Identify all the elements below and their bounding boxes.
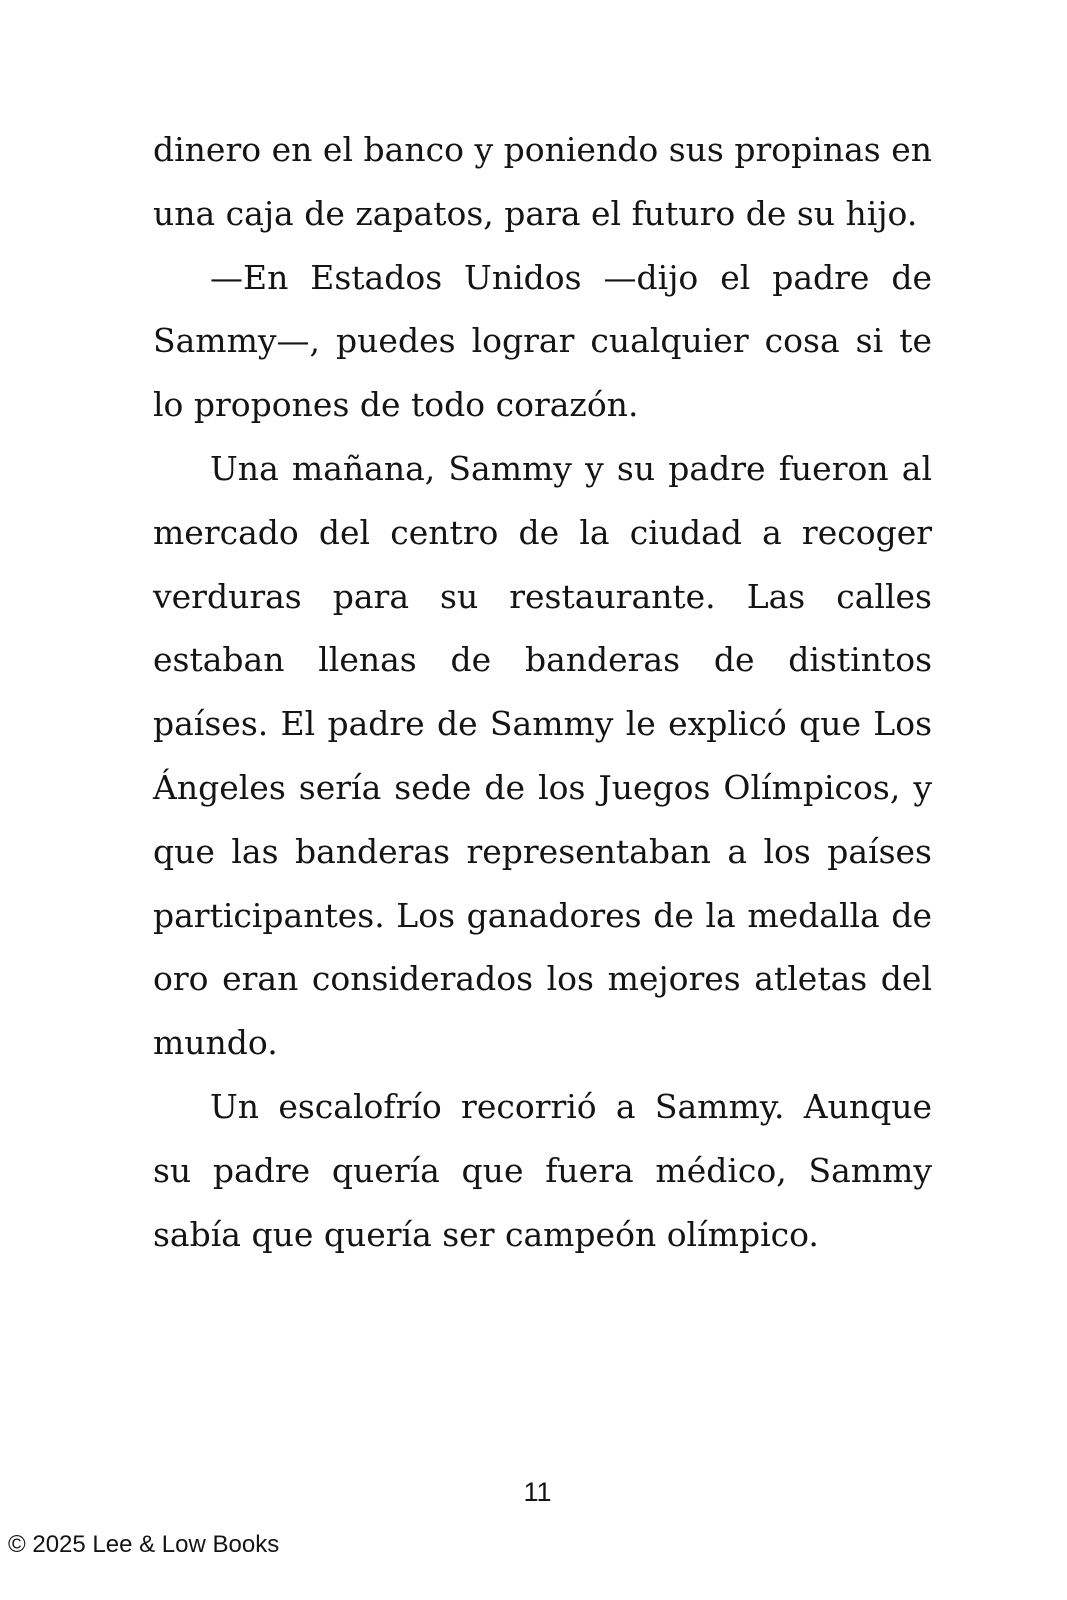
body-text <box>153 118 932 1266</box>
copyright-notice: © 2025 Lee & Low Books <box>8 1531 280 1558</box>
paragraph-continuation: dinero en el banco y poniendo sus propinas en una caja de zapatos, para el futuro de su hijo. <box>153 130 932 233</box>
paragraph-olympic-dream: Un escalofrío recorrió a Sammy. Aunque su padre quería que fuera médico, Sammy sabía que quería ser campeón olímpico. <box>153 1086 932 1254</box>
paragraph-dialogue: —En Estados Unidos —dijo el padre de Sammy—, puedes lograr cualquier cosa si te lo propones de todo corazón. <box>153 257 932 425</box>
page-number: 11 <box>523 1477 552 1507</box>
paragraph-market: Una mañana, Sammy y su padre fueron al mercado del centro de la ciudad a recoger verduras para su restaurante. Las calles estaban llenas de banderas de distintos países. El padre de Sammy le explicó que Los Ángeles sería sede de los Juegos Olímpicos, y que las banderas representaban a los países participantes. Los ganadores de la medalla de oro eran considerados los mejores atletas del mundo. <box>153 448 932 1063</box>
